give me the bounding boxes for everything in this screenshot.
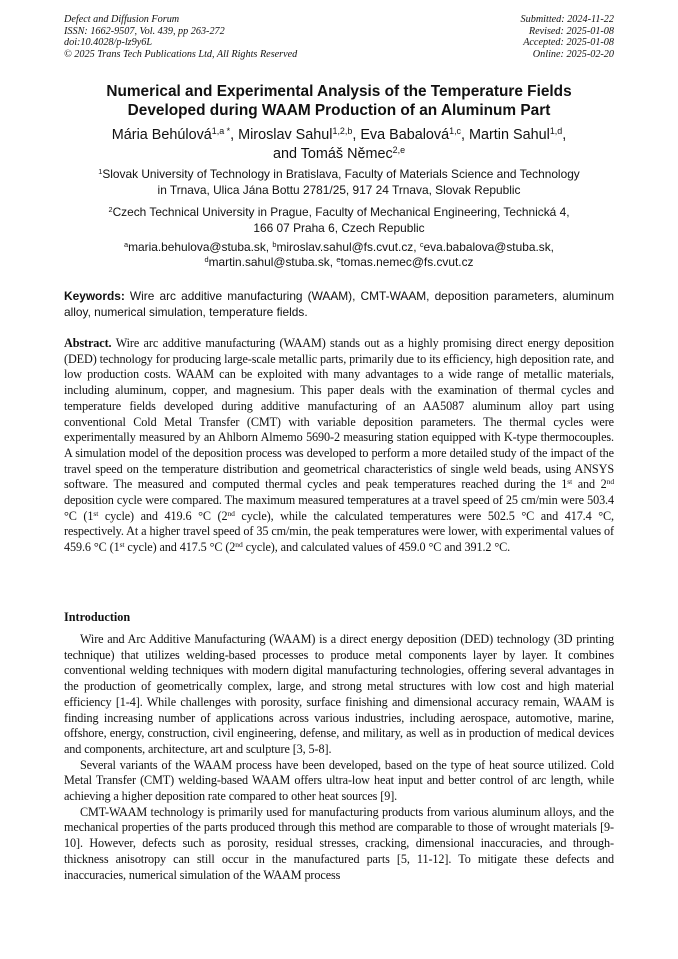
intro-paragraph: Several variants of the WAAM process have been developed, based on the type of heat source utilized. Cold Metal Transfer (CMT) welding-based WAAM offers ultra-low heat input and better control of arc length, while achieving a higher deposition rate compared to other heat sources [9]. <box>64 757 614 804</box>
paper-title <box>64 83 614 120</box>
author-line-2 <box>64 145 614 164</box>
journal-name: Defect and Diffusion Forum <box>64 14 180 25</box>
ordinal-suffix: st <box>567 477 573 487</box>
introduction-body <box>64 632 614 883</box>
author-affil-mark: 1,c <box>449 126 462 137</box>
accepted-date: Accepted: 2025-01-08 <box>523 37 614 49</box>
author-line-1: Mária Behúlová$^{1,a *}$, Miroslav Sahul$^{1,2,b}$, Eva Babalová$^{1,c}$, Martin Sahul$^{1,d}$, <box>111 126 567 143</box>
affiliation-1 <box>64 167 614 198</box>
email-link[interactable]: maria.behulova@stuba.sk, <box>128 240 270 254</box>
email-link[interactable]: eva.babalova@stuba.sk, <box>423 240 554 254</box>
affil-text: Slovak University of Technology in Bratislava, Faculty of Materials Science and Technology <box>102 167 580 181</box>
ordinal-suffix: st <box>93 508 99 518</box>
journal-info <box>64 14 297 60</box>
issn-line: ISSN: 1662-9507, Vol. 439, pp 263-272 <box>64 25 225 37</box>
author-name: Tomáš Němec <box>300 145 393 162</box>
online-date: Online: 2025-02-20 <box>532 48 614 60</box>
section-heading-introduction: Introduction <box>64 610 131 624</box>
email-link[interactable]: tomas.nemec@fs.cvut.cz <box>340 255 474 269</box>
abstract-text: and 2 <box>572 477 607 492</box>
affiliation-2 <box>64 205 614 236</box>
email-mark: c <box>419 239 424 249</box>
abstract-label: Abstract. <box>64 336 112 350</box>
author-affil-mark: 2,e <box>392 144 406 155</box>
submitted-date: Submitted: 2024-11-22 <box>520 14 614 25</box>
doi-line[interactable]: doi:10.4028/p-lz9y6L <box>64 37 153 49</box>
abstract-text: cycle), while the calculated temperatures were 502.5 °C and 417.4 °C, respectively. At a higher travel speed of 35 cm/min, the peak temperatures were lower, with experimental values of 459.6 °C (1 <box>64 508 614 555</box>
ordinal-suffix: nd <box>227 508 235 518</box>
title-line-1: Numerical and Experimental Analysis of the Temperature Fields <box>106 83 572 100</box>
author-name: Martin Sahul <box>469 127 550 143</box>
keywords-block <box>64 289 614 320</box>
and-word: and <box>272 145 297 162</box>
ordinal-suffix: nd <box>235 539 243 549</box>
author-affil-mark: 1,d <box>549 126 563 137</box>
email-mark: e <box>336 254 341 264</box>
affil-text: Czech Technical University in Prague, Faculty of Mechanical Engineering, Technická 4, <box>112 205 570 219</box>
date-info <box>521 14 614 60</box>
intro-paragraph: CMT-WAAM technology is primarily used for manufacturing products from various aluminum alloys, and the mechanical properties of the parts produced through this method are comparable to those of wrought materials [9-10]. However, defects such as porosity, residual stresses, cracking, dimensional inaccuracies, and through-thickness anisotropy can still occur in the manufactured parts [5, 11-12]. To mitigate these defects and inaccuracies, numerical simulation of the WAAM process <box>64 804 614 882</box>
ordinal-suffix: nd <box>606 477 614 487</box>
abstract-text: cycle), and calculated values of 459.0 °C and 391.2 °C. <box>242 540 511 555</box>
email-mark: b <box>272 239 277 249</box>
intro-paragraph: Wire and Arc Additive Manufacturing (WAAM) is a direct energy deposition (DED) technology (3D printing technique) that utilizes welding-based processes to produce metal components layer by layer. It combines conventional welding techniques with modern digital manufacturing technologies, offering several advantages in the production of geometrically complex, large, and strong metal structures with low cost and high material efficiency [1-4]. While challenges with porosity, surface finishing and dimensional accuracy remain, WAAM is finding increasing number of applications across various industries, including aerospace, automotive, marine, offshore, energy, construction, civil engineering, defense, and military, as well as in production of medical devices and components, architecture, art and sculpture [3, 5-8]. <box>64 632 614 756</box>
affil-number: 1 <box>98 166 103 176</box>
author-name: Miroslav Sahul <box>238 127 333 143</box>
abstract-text: cycle) and 419.6 °C (2 <box>98 508 228 523</box>
revised-date: Revised: 2025-01-08 <box>528 25 614 37</box>
keywords-label: Keywords: <box>64 289 125 303</box>
author-affil-mark: 1,2,b <box>332 126 353 137</box>
keywords-text: Wire arc additive manufacturing (WAAM), CMT-WAAM, deposition parameters, aluminum alloy, numerical simulation, temperature fields. <box>64 289 614 319</box>
author-affil-mark: 1,a * <box>211 126 231 137</box>
author-name: Eva Babalová <box>360 127 450 143</box>
author-list <box>64 126 614 163</box>
abstract-text: deposition cycle were compared. The maximum measured temperatures at a travel speed of 25 cm/min were 503.4 °C (1 <box>64 493 614 523</box>
abstract-text: cycle) and 417.5 °C (2 <box>124 540 236 555</box>
email-link[interactable]: miroslav.sahul@fs.cvut.cz, <box>276 240 417 254</box>
email-mark: d <box>204 254 209 264</box>
email-link[interactable]: martin.sahul@stuba.sk, <box>208 255 334 269</box>
title-line-2: Developed during WAAM Production of an Aluminum Part <box>127 101 551 119</box>
email-mark: a <box>124 239 129 249</box>
copyright-line: © 2025 Trans Tech Publications Ltd, All Rights Reserved <box>64 48 298 60</box>
ordinal-suffix: st <box>119 539 125 549</box>
abstract-block <box>64 336 614 556</box>
affil-text: in Trnava, Ulica Jána Bottu 2781/25, 917 24 Trnava, Slovak Republic <box>157 182 521 197</box>
abstract-text: Wire arc additive manufacturing (WAAM) stands out as a highly promising direct energy deposition (DED) technology for producing large-scale metallic parts, primarily due to its efficiency, high deposition rate, and low production costs. WAAM can be exploited with many advantages to a wide range of metallic materials, including aluminum, copper, and magnesium. This paper deals with the examination of thermal cycles and temperature fields developed during additive manufacturing of an AA5087 aluminum alloy part using conventional Cold Metal Transfer (CMT) with variable deposition parameters. The thermal cycles were experimentally measured by an Ahlborn Almemo 5690-2 measuring station equipped with K-type thermocouples. A simulation model of the deposition process was developed to perform a more detailed study of the impact of the travel speed on the temperature distribution and geometrical characteristics of single weld beads, using ANSYS software. The measured and computed thermal cycles and peak temperatures reached during the 1 <box>64 336 614 492</box>
affil-text: 166 07 Praha 6, Czech Republic <box>253 220 425 235</box>
affil-number: 2 <box>108 204 113 214</box>
author-name: Mária Behúlová <box>111 127 212 143</box>
author-emails <box>64 240 614 270</box>
